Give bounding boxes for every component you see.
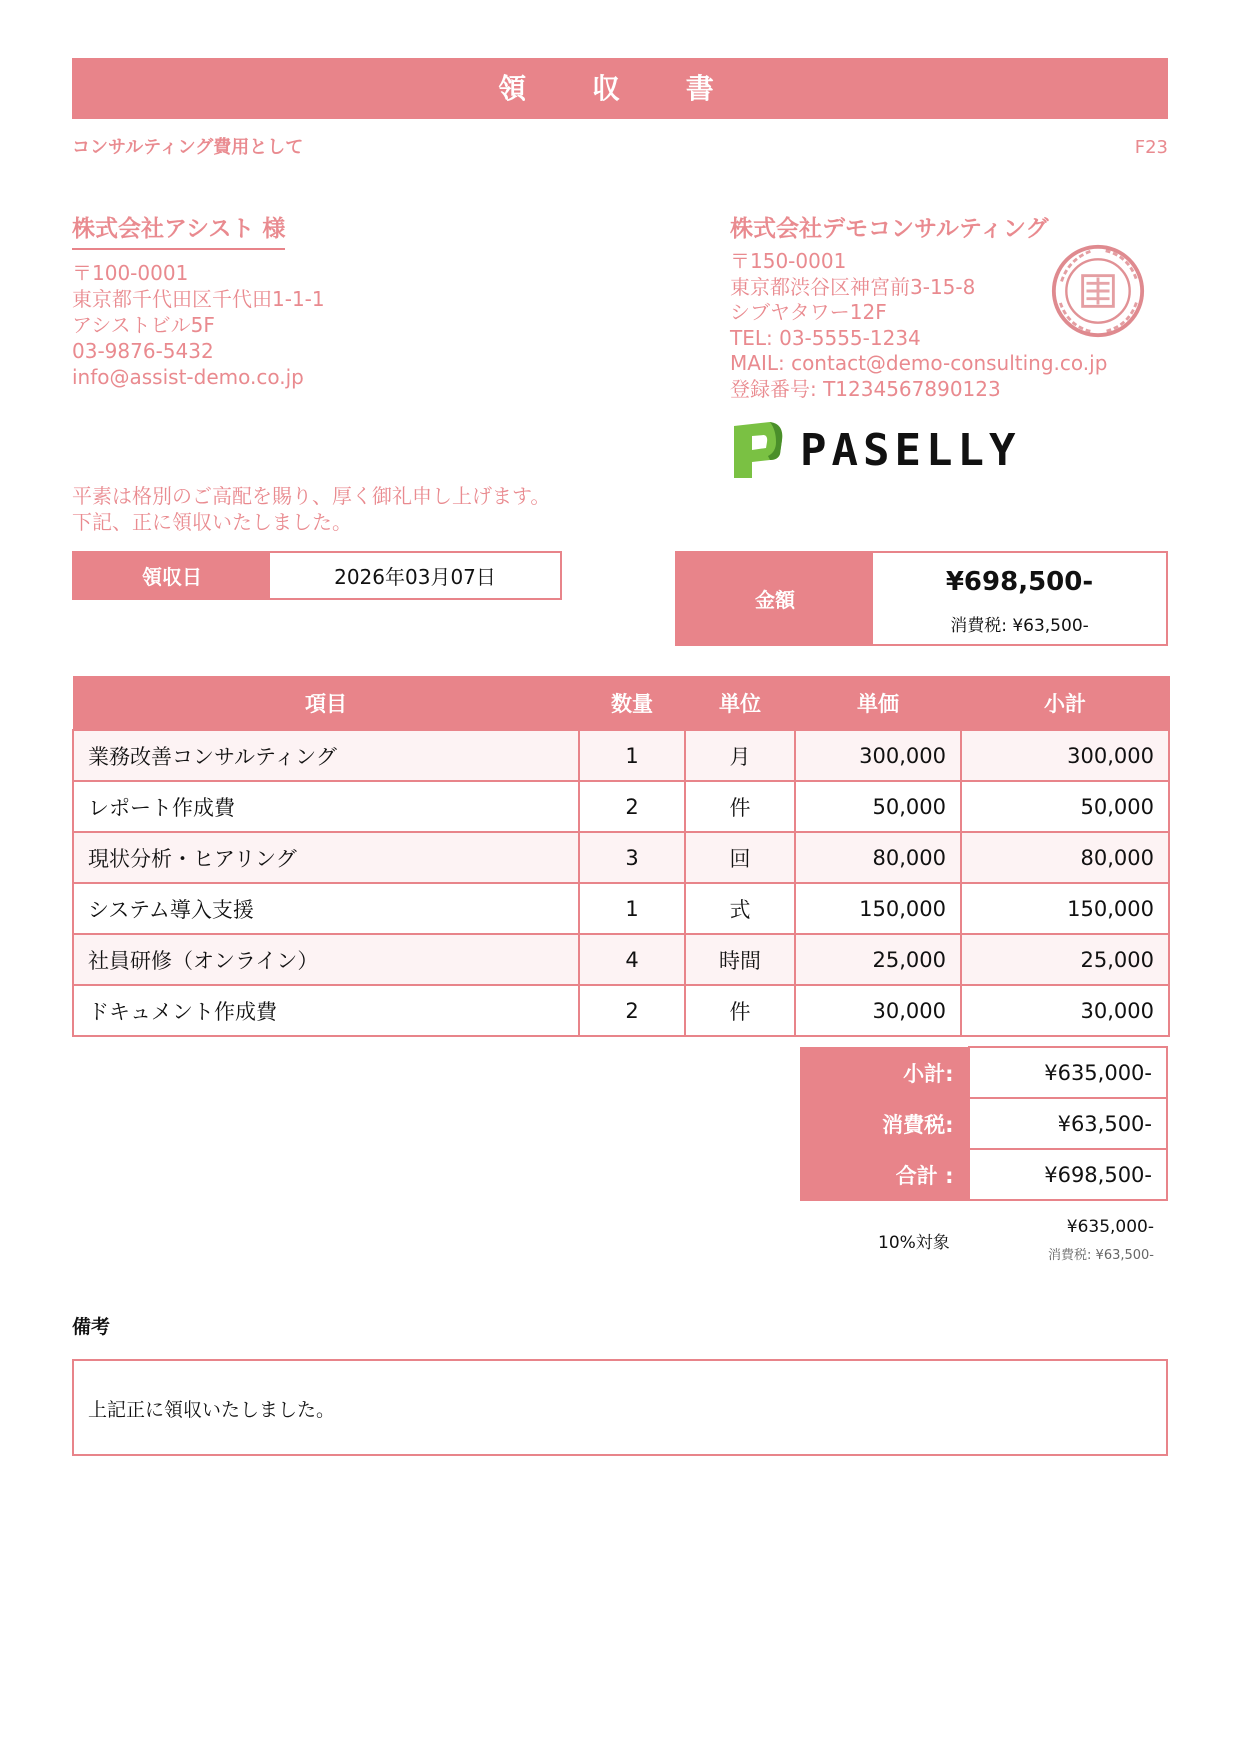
total-label: 合計 : <box>801 1149 969 1200</box>
item-unit: 時間 <box>685 934 795 985</box>
remarks-text: 上記正に領収いたしました。 <box>88 1399 336 1421</box>
greeting-message <box>72 483 550 535</box>
recipient-email: info@assist-demo.co.jp <box>72 365 304 389</box>
item-subtotal: 25,000 <box>961 934 1169 985</box>
items-table <box>72 676 1170 1037</box>
header-item: 項目 <box>73 677 579 731</box>
issuer-name: 株式会社デモコンサルティング <box>730 216 1049 242</box>
header-unit-price: 単価 <box>795 677 961 731</box>
amount-value-area <box>873 553 1166 644</box>
item-quantity: 4 <box>579 934 685 985</box>
item-unit: 月 <box>685 730 795 781</box>
item-unit-price: 300,000 <box>795 730 961 781</box>
subtotal-row <box>801 1047 1168 1098</box>
item-quantity: 1 <box>579 883 685 934</box>
issuer-registration-number: 登録番号: T1234567890123 <box>730 376 1001 401</box>
tax-value: ¥63,500- <box>969 1098 1168 1149</box>
remarks-box <box>72 1359 1168 1456</box>
greeting-line2: 下記、正に領収いたしました。 <box>72 510 352 534</box>
total-row <box>801 1149 1168 1200</box>
tax-breakdown-tax: 消費税: ¥63,500- <box>1048 1248 1154 1263</box>
total-value: ¥698,500- <box>969 1149 1168 1200</box>
item-unit: 式 <box>685 883 795 934</box>
item-unit: 件 <box>685 781 795 832</box>
item-subtotal: 80,000 <box>961 832 1169 883</box>
tax-label: 消費税: <box>801 1098 969 1149</box>
tax-rate-label: 10%対象 <box>878 1233 950 1253</box>
greeting-line1: 平素は格別のご高配を賜り、厚く御礼申し上げます。 <box>72 484 551 508</box>
item-name: ドキュメント作成費 <box>73 985 579 1036</box>
remarks-title: 備考 <box>72 1316 111 1338</box>
item-quantity: 2 <box>579 985 685 1036</box>
recipient-address-line1: 東京都千代田区千代田1-1-1 <box>72 287 325 311</box>
issuer-postal: 〒150-0001 <box>730 249 847 273</box>
recipient-address <box>72 260 325 390</box>
item-unit-price: 30,000 <box>795 985 961 1036</box>
paselly-logo-icon <box>730 420 786 480</box>
header-unit: 単位 <box>685 677 795 731</box>
recipient-address-line2: アシストビル5F <box>72 313 215 337</box>
items-table-header <box>73 677 1169 731</box>
totals-table <box>800 1046 1168 1201</box>
recipient-tel: 03-9876-5432 <box>72 339 214 363</box>
item-subtotal: 300,000 <box>961 730 1169 781</box>
document-number: F23 <box>1134 137 1168 158</box>
item-quantity: 1 <box>579 730 685 781</box>
subtotal-value: ¥635,000- <box>969 1047 1168 1098</box>
table-row <box>73 934 1169 985</box>
issuer-address-line1: 東京都渋谷区神宮前3-15-8 <box>730 274 976 299</box>
item-subtotal: 150,000 <box>961 883 1169 934</box>
header-quantity: 数量 <box>579 677 685 731</box>
receipt-date-box <box>72 551 562 600</box>
amount-total: ¥698,500- <box>945 567 1094 597</box>
item-unit-price: 50,000 <box>795 781 961 832</box>
item-name: 現状分析・ヒアリング <box>73 832 579 883</box>
item-unit-price: 80,000 <box>795 832 961 883</box>
tax-base-amount: ¥635,000- <box>1066 1217 1154 1237</box>
recipient-postal: 〒100-0001 <box>72 261 189 285</box>
amount-tax: 消費税: ¥63,500- <box>950 616 1089 636</box>
logo-wordmark: PASELLY <box>800 424 1021 476</box>
issuer-address-line2: シブヤタワー12F <box>730 300 887 324</box>
item-name: システム導入支援 <box>73 883 579 934</box>
subtotal-label: 小計: <box>801 1047 969 1098</box>
item-name: 社員研修（オンライン） <box>73 934 579 985</box>
receipt-date-value: 2026年03月07日 <box>334 565 496 589</box>
table-row <box>73 985 1169 1036</box>
amount-box <box>675 551 1168 646</box>
item-unit: 回 <box>685 832 795 883</box>
document-title: 領 収 書 <box>72 58 1168 119</box>
item-name: レポート作成費 <box>73 781 579 832</box>
table-row <box>73 883 1169 934</box>
table-row <box>73 730 1169 781</box>
company-seal-icon <box>1050 243 1146 339</box>
table-row <box>73 781 1169 832</box>
item-unit-price: 150,000 <box>795 883 961 934</box>
tax-row <box>801 1098 1168 1149</box>
item-unit: 件 <box>685 985 795 1036</box>
recipient-name: 株式会社アシスト 様 <box>72 210 285 250</box>
table-row <box>73 832 1169 883</box>
item-subtotal: 50,000 <box>961 781 1169 832</box>
amount-label: 金額 <box>677 553 873 644</box>
receipt-date-label: 領収日 <box>74 553 270 598</box>
receipt-subject: コンサルティング費用として <box>72 137 304 158</box>
item-subtotal: 30,000 <box>961 985 1169 1036</box>
item-unit-price: 25,000 <box>795 934 961 985</box>
issuer-tel: TEL: 03-5555-1234 <box>730 325 921 350</box>
issuer-mail: MAIL: contact@demo-consulting.co.jp <box>730 351 1108 375</box>
item-quantity: 3 <box>579 832 685 883</box>
item-name: 業務改善コンサルティング <box>73 730 579 781</box>
item-quantity: 2 <box>579 781 685 832</box>
company-logo <box>730 420 1020 480</box>
header-subtotal: 小計 <box>961 677 1169 731</box>
